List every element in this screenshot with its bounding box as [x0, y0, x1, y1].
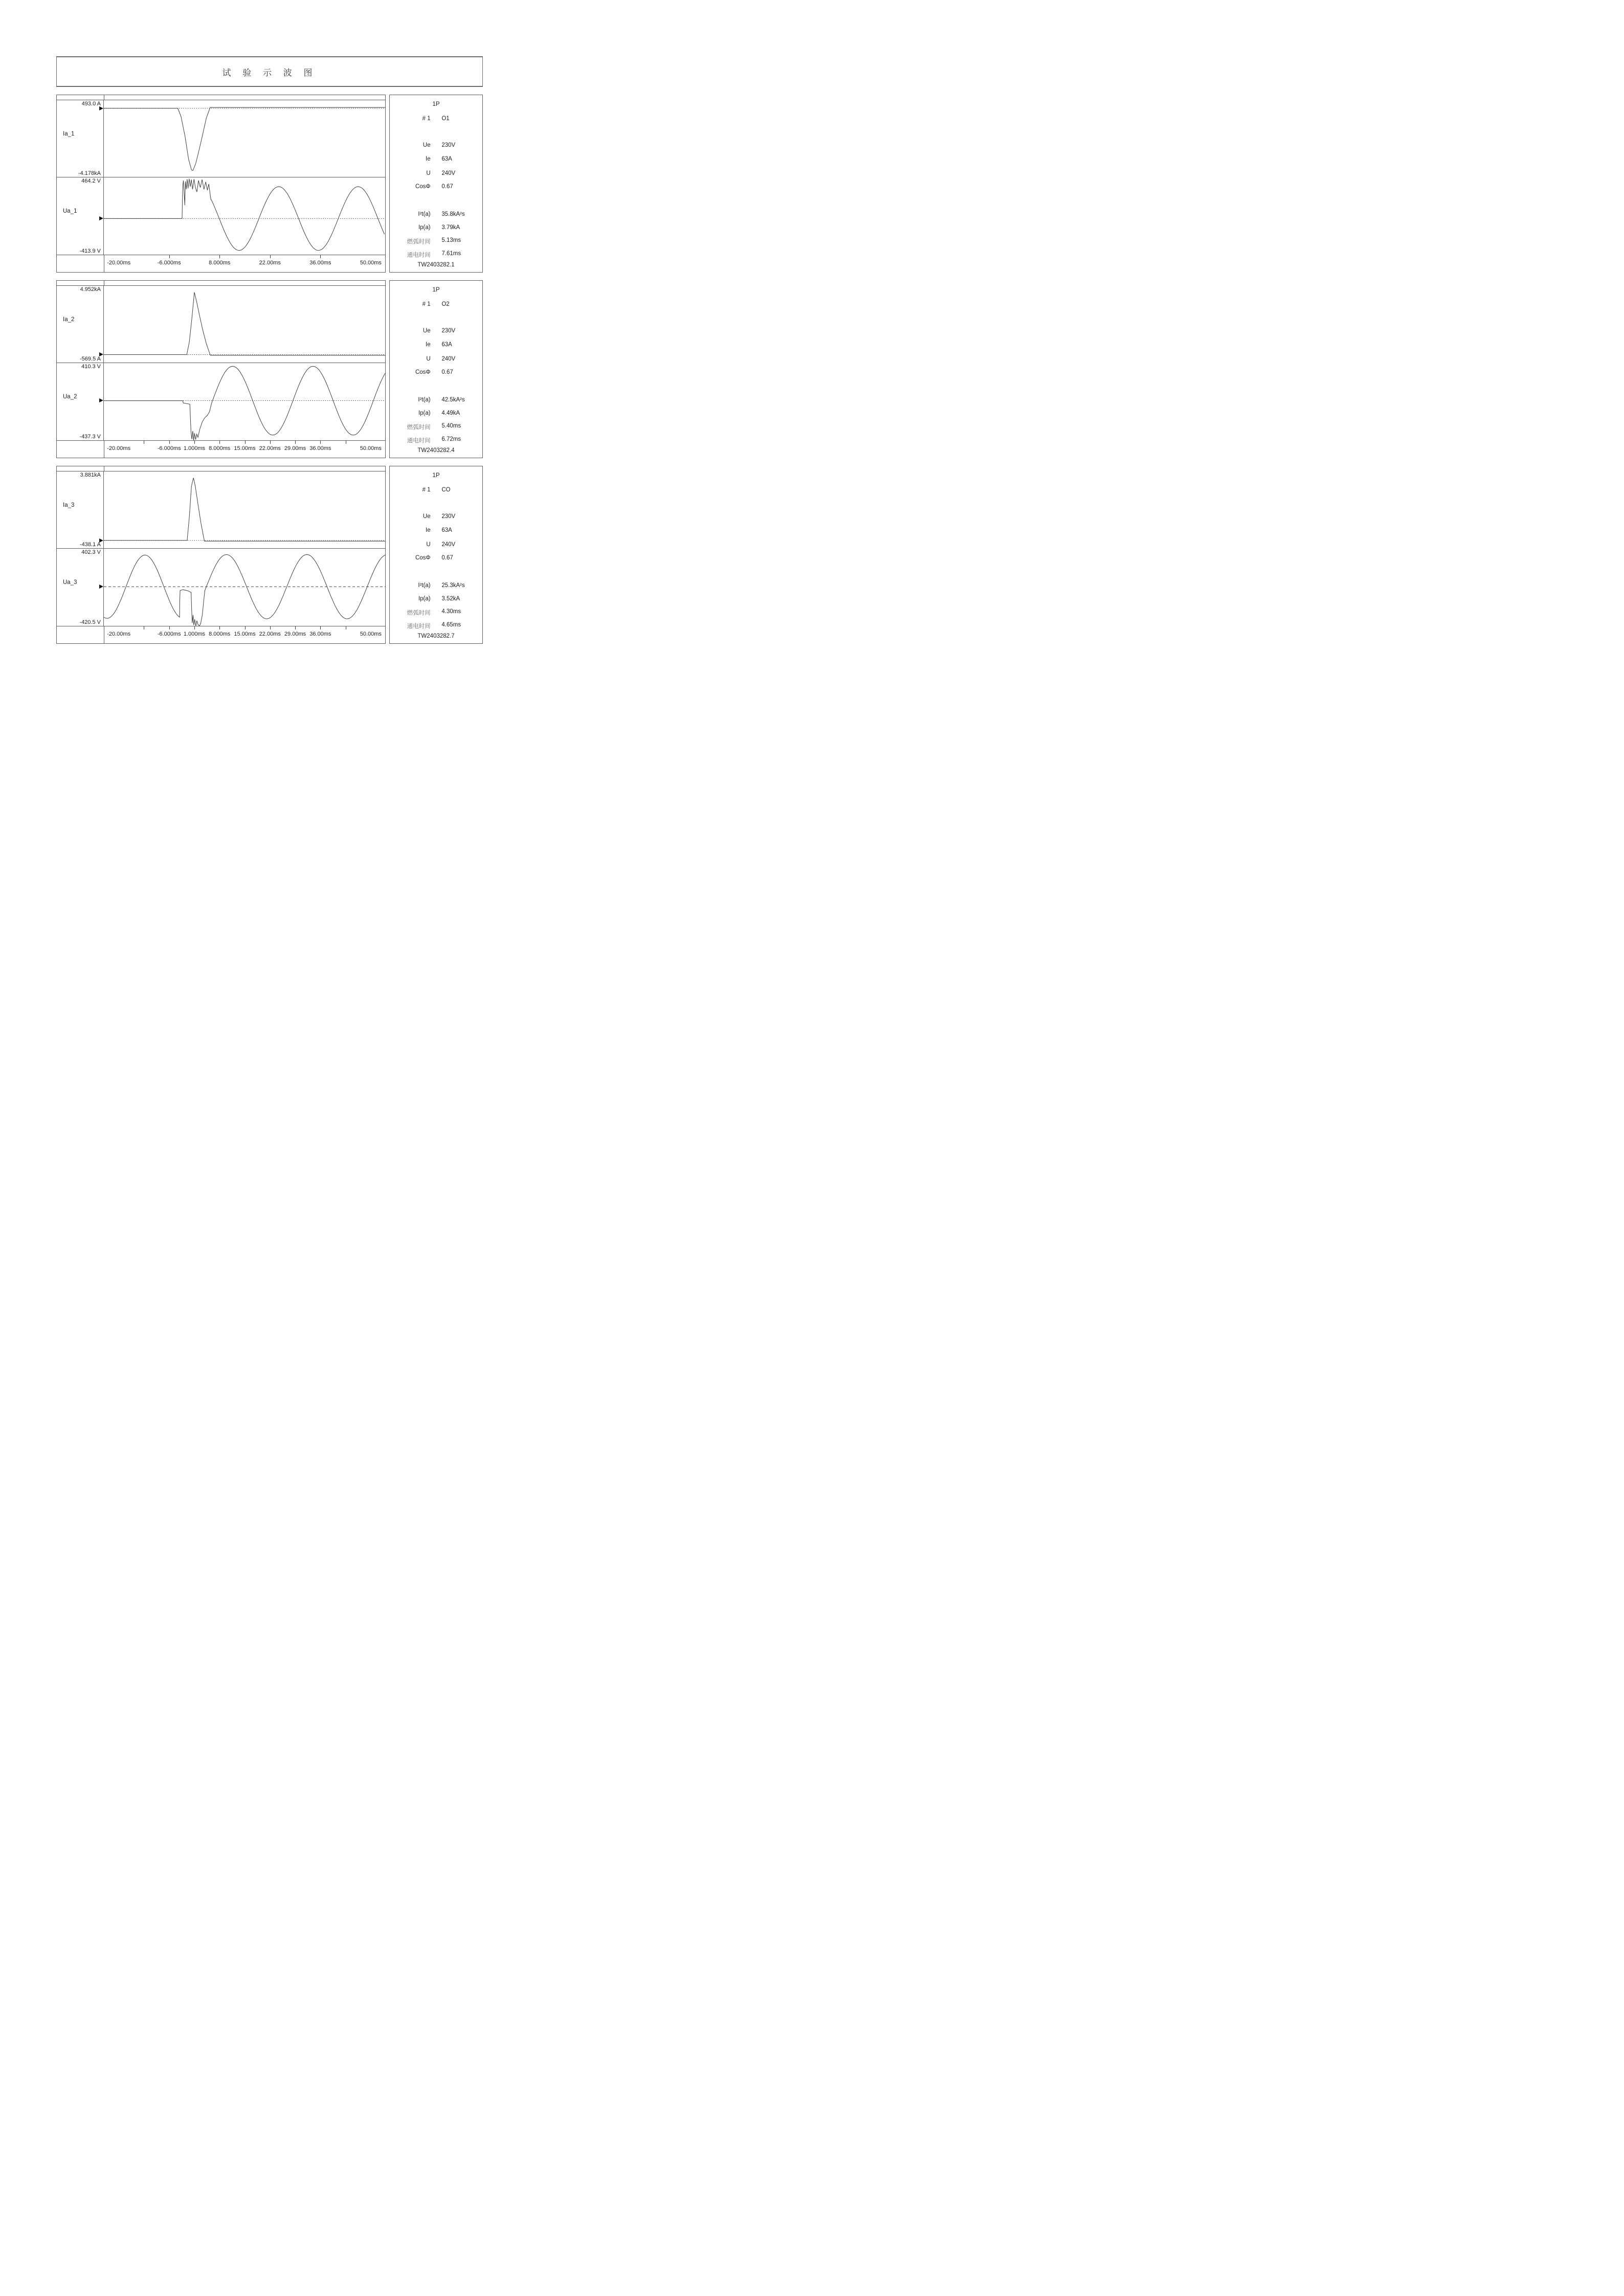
axis-tick-label: 36.00ms — [309, 445, 331, 452]
axis-tick-label: 29.00ms — [284, 631, 306, 638]
page-title: 试 验 示 波 图 — [222, 67, 317, 78]
axis-tick-label: -20.00ms — [107, 631, 131, 638]
conduct-time-value: 6.72ms — [441, 436, 461, 443]
current-min-label: -4.178kA — [78, 170, 101, 176]
axis-tick-label: 1.000ms — [183, 445, 206, 452]
conduct-time-label: 通电时间 — [407, 438, 431, 444]
time-axis-area-1 — [104, 255, 385, 272]
arc-time-value: 5.40ms — [441, 423, 461, 430]
current-plot-area-3 — [104, 471, 385, 548]
oscillogram-panel-1 — [56, 95, 483, 273]
ue-value: 230V — [441, 142, 456, 148]
voltage-min-label: -420.5 V — [79, 619, 101, 626]
axis-tick — [320, 441, 321, 444]
voltage-min-label: -437.3 V — [79, 434, 101, 440]
ie-value: 63A — [441, 342, 452, 348]
current-channel-label: Ia_1 — [63, 130, 75, 137]
voltage-waveform-svg — [104, 549, 385, 626]
ue-label: Ue — [422, 327, 431, 334]
axis-tick-label: 50.00ms — [360, 631, 382, 638]
voltage-label-col-3 — [57, 549, 104, 626]
ip-label: Ip(a) — [418, 224, 431, 231]
axis-tick — [270, 626, 271, 629]
axis-tick — [270, 255, 271, 258]
chart-top-strip — [57, 466, 385, 471]
time-axis-1 — [57, 255, 385, 272]
chart-top-strip — [57, 95, 385, 100]
axis-tick — [295, 441, 296, 444]
voltage-max-label: 464.2 V — [81, 177, 101, 184]
current-min-label: -569.5 A — [80, 355, 101, 362]
axis-tick-label: 15.00ms — [234, 445, 256, 452]
i2t-label: I²t(a) — [418, 211, 431, 217]
shot-number: # 1 — [422, 301, 431, 307]
oscillogram-panel-3 — [56, 466, 483, 644]
cos-phi-label: CosΦ — [415, 183, 431, 190]
axis-tick-label: 36.00ms — [309, 260, 331, 266]
i2t-label: I²t(a) — [418, 582, 431, 589]
voltage-waveform-svg — [104, 363, 385, 441]
axis-tick-label: 8.000ms — [209, 445, 231, 452]
conduct-time-label: 通电时间 — [407, 252, 431, 259]
current-plot-area-2 — [104, 286, 385, 363]
i2t-value: 35.8kA²s — [441, 211, 465, 217]
axis-tick-label: 15.00ms — [234, 631, 256, 638]
current-max-label: 4.952kA — [80, 286, 101, 292]
axis-tick — [270, 441, 271, 444]
voltage-plot-area-2 — [104, 363, 385, 441]
cos-phi-value: 0.67 — [441, 183, 453, 190]
zero-marker-icon — [99, 538, 103, 543]
voltage-plot-area-1 — [104, 177, 385, 255]
current-min-label: -438.1 A — [80, 541, 101, 548]
axis-tick — [219, 441, 220, 444]
axis-tick — [320, 255, 321, 258]
axis-tick-label: -20.00ms — [107, 445, 131, 452]
operation-type: O2 — [441, 301, 450, 307]
ue-label: Ue — [422, 142, 431, 148]
shot-number: # 1 — [422, 486, 431, 493]
zero-marker-icon — [99, 106, 103, 110]
ip-value: 3.79kA — [441, 224, 460, 231]
current-subplot-2 — [57, 286, 385, 363]
operation-type: O1 — [441, 115, 450, 122]
ie-label: Ie — [426, 156, 431, 163]
axis-tick-label: 8.000ms — [209, 631, 231, 638]
pole-label: 1P — [432, 287, 440, 294]
axis-tick-label: -6.000ms — [157, 631, 181, 638]
voltage-waveform-svg — [104, 177, 385, 255]
current-waveform-svg — [104, 286, 385, 363]
ip-label: Ip(a) — [418, 595, 431, 602]
ip-value: 3.52kA — [441, 595, 460, 602]
report-title-box — [56, 56, 483, 87]
arc-time-value: 5.13ms — [441, 237, 461, 244]
axis-tick-label: 50.00ms — [360, 445, 382, 452]
ie-value: 63A — [441, 156, 452, 163]
ip-value: 4.49kA — [441, 410, 460, 416]
axis-tick-label: 22.00ms — [259, 631, 281, 638]
zero-marker-icon — [99, 584, 103, 589]
current-channel-label: Ia_2 — [63, 316, 75, 323]
time-axis-2 — [57, 440, 385, 458]
axis-tick — [169, 441, 170, 444]
current-max-label: 3.881kA — [80, 471, 101, 478]
info-box-2 — [389, 280, 483, 458]
oscillogram-panel-2 — [56, 280, 483, 458]
i2t-label: I²t(a) — [418, 396, 431, 403]
cos-phi-value: 0.67 — [441, 369, 453, 375]
current-plot-area-1 — [104, 100, 385, 177]
chart-top-strip — [57, 281, 385, 286]
axis-tick — [169, 255, 170, 258]
voltage-label-col-1 — [57, 177, 104, 255]
time-axis-area-2 — [104, 441, 385, 458]
axis-tick-label: 1.000ms — [183, 631, 206, 638]
axis-tick-label: -6.000ms — [157, 260, 181, 266]
conduct-time-value: 4.65ms — [441, 622, 461, 628]
pole-label: 1P — [432, 101, 440, 108]
current-channel-label: Ia_3 — [63, 502, 75, 508]
current-label-col-3 — [57, 471, 104, 548]
axis-tick — [245, 441, 246, 444]
chart-box-2 — [56, 280, 386, 458]
operation-type: CO — [441, 486, 451, 493]
arc-time-label: 燃弧时间 — [407, 424, 431, 431]
voltage-channel-label: Ua_1 — [63, 208, 77, 215]
axis-tick-label: -20.00ms — [107, 260, 131, 266]
axis-tick-label: 8.000ms — [209, 260, 231, 266]
info-box-3 — [389, 466, 483, 644]
axis-tick — [194, 626, 195, 629]
report-number: TW2403282.7 — [417, 633, 455, 639]
conduct-time-label: 通电时间 — [407, 623, 431, 630]
u-label: U — [426, 170, 431, 176]
axis-tick-label: 50.00ms — [360, 260, 382, 266]
voltage-channel-label: Ua_2 — [63, 394, 77, 400]
axis-tick — [219, 255, 220, 258]
current-label-col-2 — [57, 286, 104, 363]
i2t-value: 42.5kA²s — [441, 396, 465, 403]
zero-marker-icon — [99, 216, 103, 220]
voltage-label-col-2 — [57, 363, 104, 441]
arc-time-value: 4.30ms — [441, 609, 461, 615]
axis-tick — [320, 626, 321, 629]
cos-phi-label: CosΦ — [415, 369, 431, 375]
u-label: U — [426, 355, 431, 362]
axis-tick-label: 22.00ms — [259, 445, 281, 452]
arc-time-label: 燃弧时间 — [407, 239, 431, 245]
axis-tick — [219, 626, 220, 629]
conduct-time-value: 7.61ms — [441, 251, 461, 257]
info-box-1 — [389, 95, 483, 273]
axis-tick — [295, 626, 296, 629]
current-waveform-svg — [104, 471, 385, 548]
u-value: 240V — [441, 541, 456, 548]
axis-tick-label: -6.000ms — [157, 445, 181, 452]
u-value: 240V — [441, 170, 456, 176]
chart-box-3 — [56, 466, 386, 644]
axis-tick — [245, 626, 246, 629]
cos-phi-value: 0.67 — [441, 554, 453, 561]
voltage-plot-area-3 — [104, 549, 385, 626]
time-axis-3 — [57, 626, 385, 643]
voltage-max-label: 402.3 V — [81, 549, 101, 555]
time-axis-area-3 — [104, 626, 385, 643]
voltage-subplot-3 — [57, 548, 385, 626]
voltage-max-label: 410.3 V — [81, 363, 101, 370]
voltage-subplot-1 — [57, 177, 385, 255]
current-label-col-1 — [57, 100, 104, 177]
ie-label: Ie — [426, 527, 431, 534]
i2t-value: 25.3kA²s — [441, 582, 465, 589]
zero-marker-icon — [99, 398, 103, 402]
report-number: TW2403282.4 — [417, 447, 455, 454]
current-max-label: 493.0 A — [81, 100, 101, 107]
ie-value: 63A — [441, 527, 452, 534]
current-waveform-svg — [104, 100, 385, 177]
u-value: 240V — [441, 355, 456, 362]
voltage-min-label: -413.9 V — [79, 248, 101, 255]
ie-label: Ie — [426, 342, 431, 348]
voltage-subplot-2 — [57, 363, 385, 441]
axis-tick — [194, 441, 195, 444]
shot-number: # 1 — [422, 115, 431, 122]
report-page — [56, 56, 483, 644]
ip-label: Ip(a) — [418, 410, 431, 416]
ue-label: Ue — [422, 513, 431, 520]
axis-tick-label: 29.00ms — [284, 445, 306, 452]
current-subplot-1 — [57, 100, 385, 177]
current-subplot-3 — [57, 471, 385, 548]
voltage-channel-label: Ua_3 — [63, 579, 77, 586]
report-number: TW2403282.1 — [417, 261, 455, 268]
axis-tick — [169, 626, 170, 629]
arc-time-label: 燃弧时间 — [407, 610, 431, 617]
chart-box-1 — [56, 95, 386, 273]
zero-marker-icon — [99, 352, 103, 356]
u-label: U — [426, 541, 431, 548]
axis-tick-label: 36.00ms — [309, 631, 331, 638]
cos-phi-label: CosΦ — [415, 554, 431, 561]
ue-value: 230V — [441, 327, 456, 334]
pole-label: 1P — [432, 472, 440, 479]
axis-tick-label: 22.00ms — [259, 260, 281, 266]
ue-value: 230V — [441, 513, 456, 520]
